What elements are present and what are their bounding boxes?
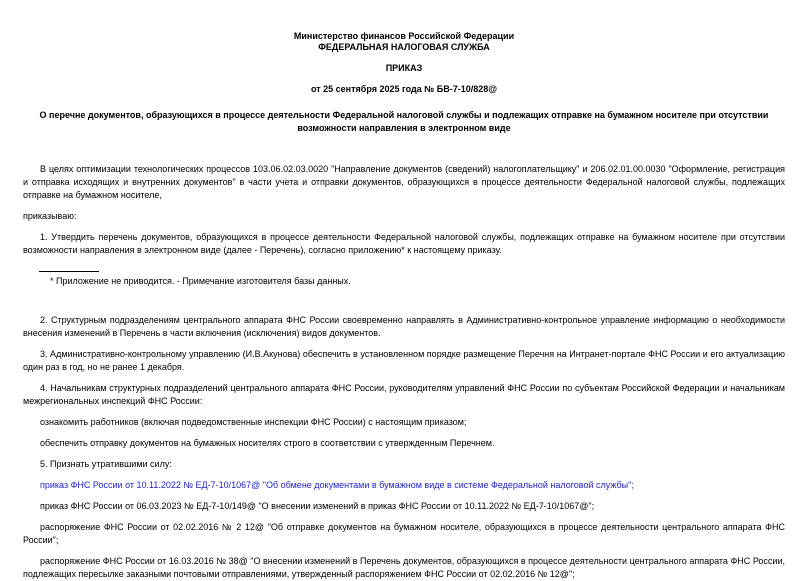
- paragraph-revoked-act-1: [23, 479, 785, 492]
- paragraph-item-4b: обеспечить отправку документов на бумажных носителях строго в соответствии с утвержденным Перечнем.: [40, 438, 495, 448]
- ministry-name: Министерство финансов Российской Федерации: [293, 31, 515, 41]
- paragraph-item-4: 4. Начальникам структурных подразделений центрального аппарата ФНС России, руководителям управлений ФНС России по субъектам Российской Федерации и начальникам межрегиональных инспекций ФНС России:: [23, 383, 785, 406]
- paragraph-item-2: 2. Структурным подразделениям центрального аппарата ФНС России своевременно направлять в Административно-контрольное управление информацию о необходимости внесения изменений в Перечень в части включения (исключения) видов документов.: [23, 315, 785, 338]
- doc-header: [23, 31, 785, 95]
- doc-date-number: от 25 сентября 2025 года № БВ-7-10/828@: [310, 84, 498, 94]
- revoked-order-link[interactable]: приказ ФНС России от 10.11.2022 № ЕД-7-10/1067@ "Об обмене документами в бумажном виде в системе Федеральной налоговой службы";: [40, 480, 634, 490]
- paragraph-item-5: 5. Признать утратившими силу:: [40, 459, 172, 469]
- paragraph-revoked-act-3: распоряжение ФНС России от 02.02.2016 № 2 12@ "Об отправке документов на бумажном носителе, образующихся в процессе деятельности центрального аппарата ФНС России";: [23, 522, 785, 545]
- paragraph-item-3: 3. Административно-контрольному управлению (И.В.Акунова) обеспечить в установленном порядке размещение Перечня на Интранет-портале ФНС России и его актуализацию один раз в год, но не ранее 1 декабря.: [23, 349, 785, 372]
- footnote-block: [23, 271, 785, 288]
- paragraph-revoked-act-4: распоряжение ФНС России от 16.03.2016 № 38@ "О внесении изменений в Перечень документов, образующихся в процессе деятельности центрального аппарата ФНС России, подлежащих пересылке заказными почтовыми отправлениями, утвержденный распоряжением ФНС России от 02.02.2016 № 12@";: [23, 556, 785, 579]
- footnote-text: * Приложение не приводится. - Примечание изготовителя базы данных.: [50, 276, 351, 286]
- agency-name: ФЕДЕРАЛЬНАЯ НАЛОГОВАЯ СЛУЖБА: [318, 42, 490, 52]
- doc-title: О перечне документов, образующихся в процессе деятельности Федеральной налоговой службы и подлежащих отправке на бумажном носителе при отсутствии возможности направления в электронном виде: [39, 110, 769, 133]
- paragraph-order-word: приказываю:: [23, 211, 77, 221]
- paragraph-item-1: 1. Утвердить перечень документов, образующихся в процессе деятельности Федеральной налоговой службы, подлежащих отправке на бумажном носителе при отсутствии возможности направления в электронном виде (далее - Перечень), согласно приложению* к настоящему приказу.: [23, 232, 785, 255]
- doc-type: ПРИКАЗ: [385, 63, 423, 73]
- paragraph-revoked-act-2: приказ ФНС России от 06.03.2023 № ЕД-7-10/149@ "О внесении изменений в приказ ФНС России от 10.11.2022 № ЕД-7-10/1067@";: [40, 501, 595, 511]
- footnote-divider: [39, 271, 99, 272]
- paragraph-intro: В целях оптимизации технологических процессов 103.06.02.03.0020 "Направление документов (сведений) налогоплательщику" и 206.02.01.00.0030 "Оформление, регистрация и отправка исходящих и внутренних документов" в части учета и отправки документов, образующихся в процессе деятельности Федеральной налоговой службы, подлежащих отправке на бумажном носителе,: [23, 164, 785, 200]
- paragraph-item-4a: ознакомить работников (включая подведомственные инспекции ФНС России) с настоящим приказом;: [40, 417, 467, 427]
